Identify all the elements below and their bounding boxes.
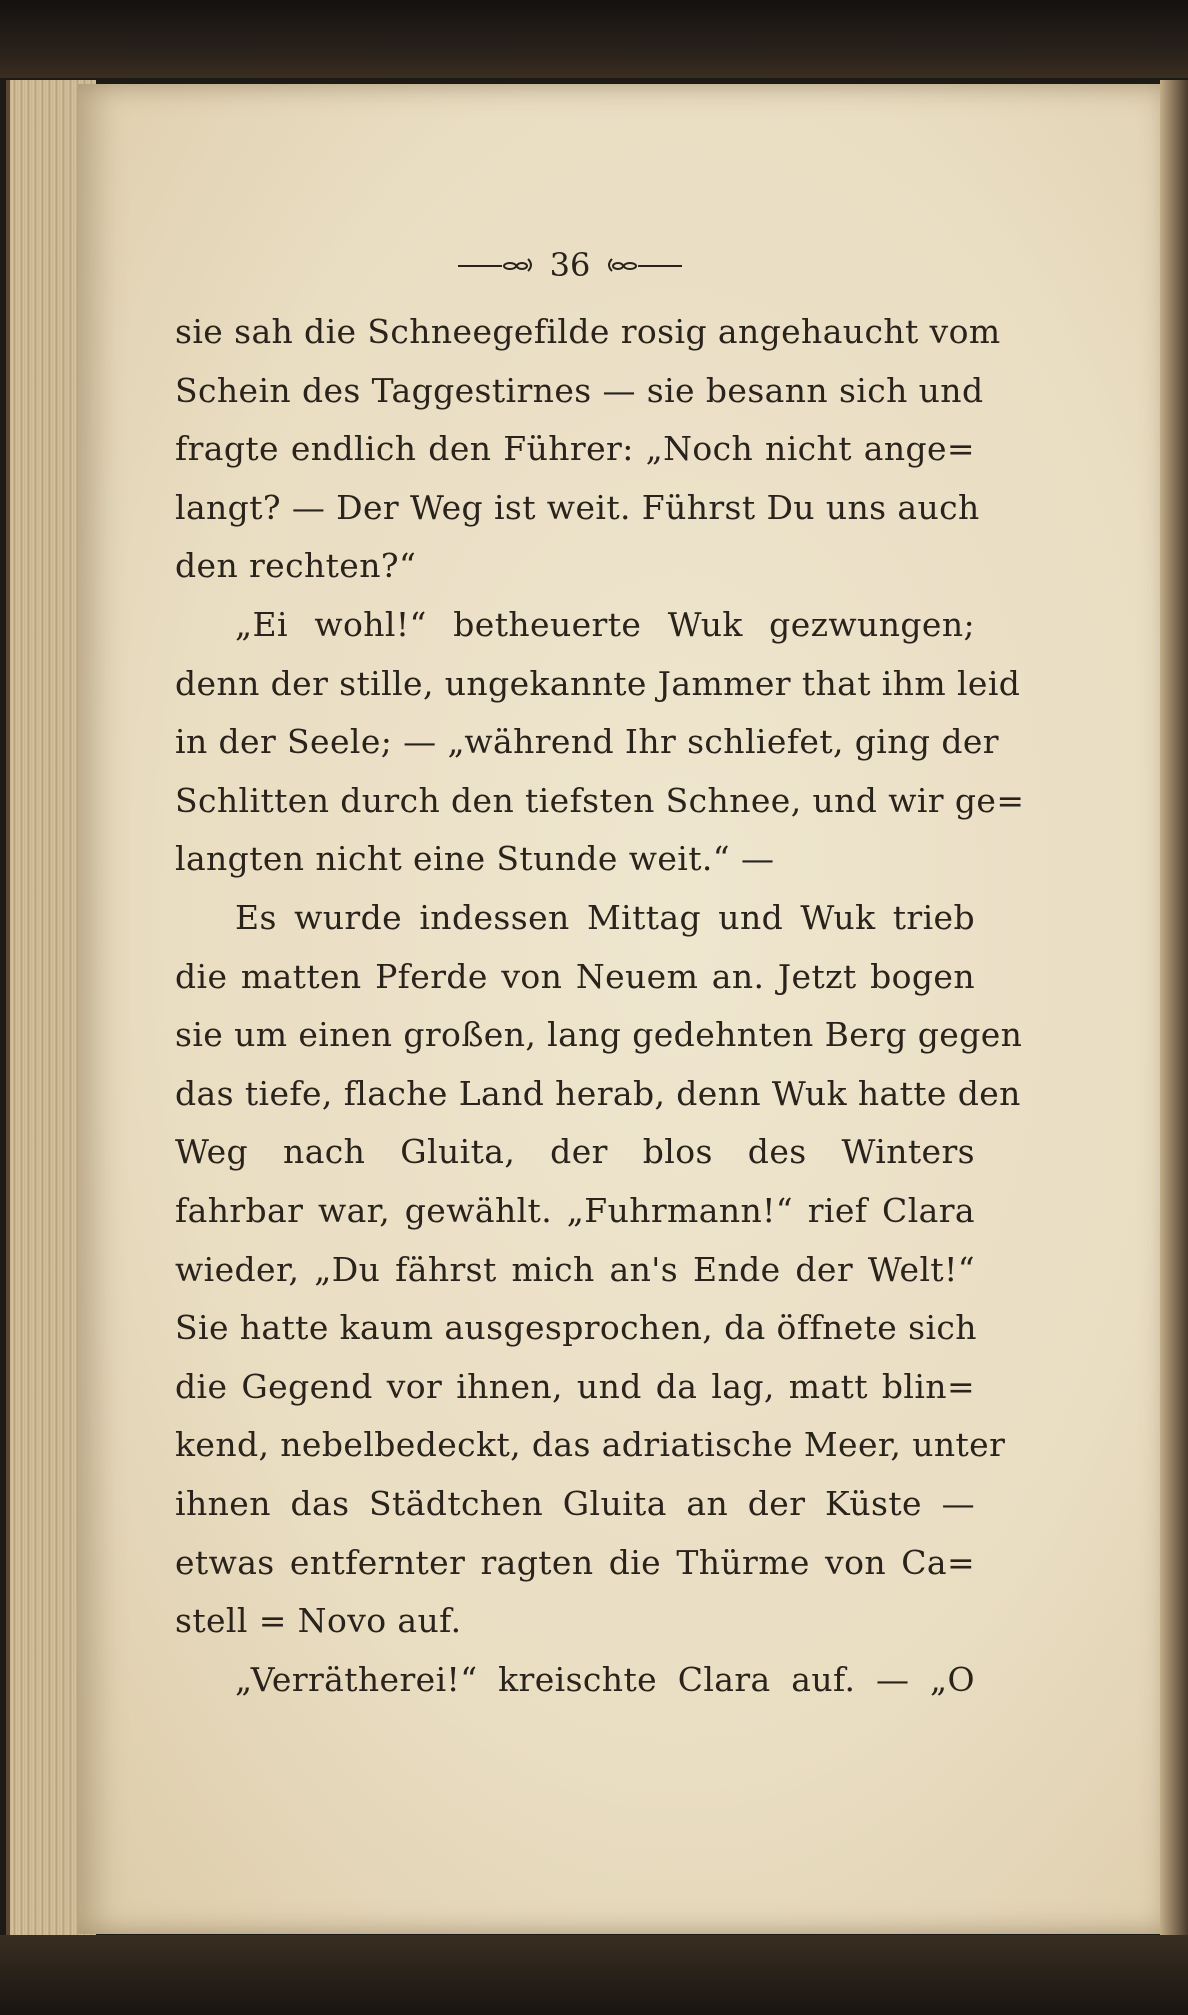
text-line: denn der stille, ungekannte Jammer that ihm leid — [175, 663, 1021, 703]
right-ornament-icon — [604, 258, 684, 272]
text-line: die matten Pferde von Neuem an. Jetzt bogen — [175, 956, 975, 996]
text-line: langten nicht eine Stunde weit.“ — — [175, 839, 775, 879]
text-line: „Ei wohl!“ betheuerte Wuk gezwungen; — [235, 605, 975, 644]
text-line: die Gegend vor ihnen, und da lag, matt blin= — [175, 1366, 975, 1406]
text-line: Schein des Taggestirnes — sie besann sich und — [175, 370, 984, 410]
book-cover-top — [0, 0, 1188, 78]
text-line: ihnen das Städtchen Gluita an der Küste — — [175, 1484, 975, 1523]
text-line: etwas entfernter ragten die Thürme von Ca= — [175, 1542, 975, 1582]
text-line: sie um einen großen, lang gedehnten Berg gegen — [175, 1015, 1023, 1055]
text-line: Weg nach Gluita, der blos des Winters — [175, 1132, 975, 1172]
text-line: wieder, „Du fährst mich an's Ende der Welt!“ — [175, 1249, 975, 1289]
text-line: kend, nebelbedeckt, das adriatische Meer, unter — [175, 1425, 1006, 1465]
text-line: fragte endlich den Führer: „Noch nicht ange= — [175, 429, 975, 469]
text-line: das tiefe, flache Land herab, denn Wuk hatte den — [175, 1073, 1021, 1113]
text-line: Es wurde indessen Mittag und Wuk trieb — [235, 898, 975, 937]
page-right-edge — [1160, 80, 1188, 1940]
text-line: den rechten?“ — [175, 546, 417, 586]
text-line: sie sah die Schneegefilde rosig angehaucht vom — [175, 312, 1001, 351]
text-line: in der Seele; — „während Ihr schliefet, ging der — [175, 722, 999, 762]
text-line: Schlitten durch den tiefsten Schnee, und wir ge= — [175, 780, 1025, 820]
page-number: 36 — [549, 246, 591, 284]
text-line: stell = Novo auf. — [175, 1601, 462, 1641]
left-ornament-icon — [456, 258, 536, 272]
text-line: Sie hatte kaum ausgesprochen, da öffnete sich — [175, 1308, 977, 1348]
text-line: langt? — Der Weg ist weit. Führst Du uns auch — [175, 487, 980, 527]
text-line: fahrbar war, gewählt. „Fuhrmann!“ rief Clara — [175, 1191, 975, 1230]
book-cover-bottom — [0, 1935, 1188, 2015]
text-line: „Verrätherei!“ kreischte Clara auf. — „O — [235, 1659, 975, 1699]
page-header — [400, 245, 740, 285]
